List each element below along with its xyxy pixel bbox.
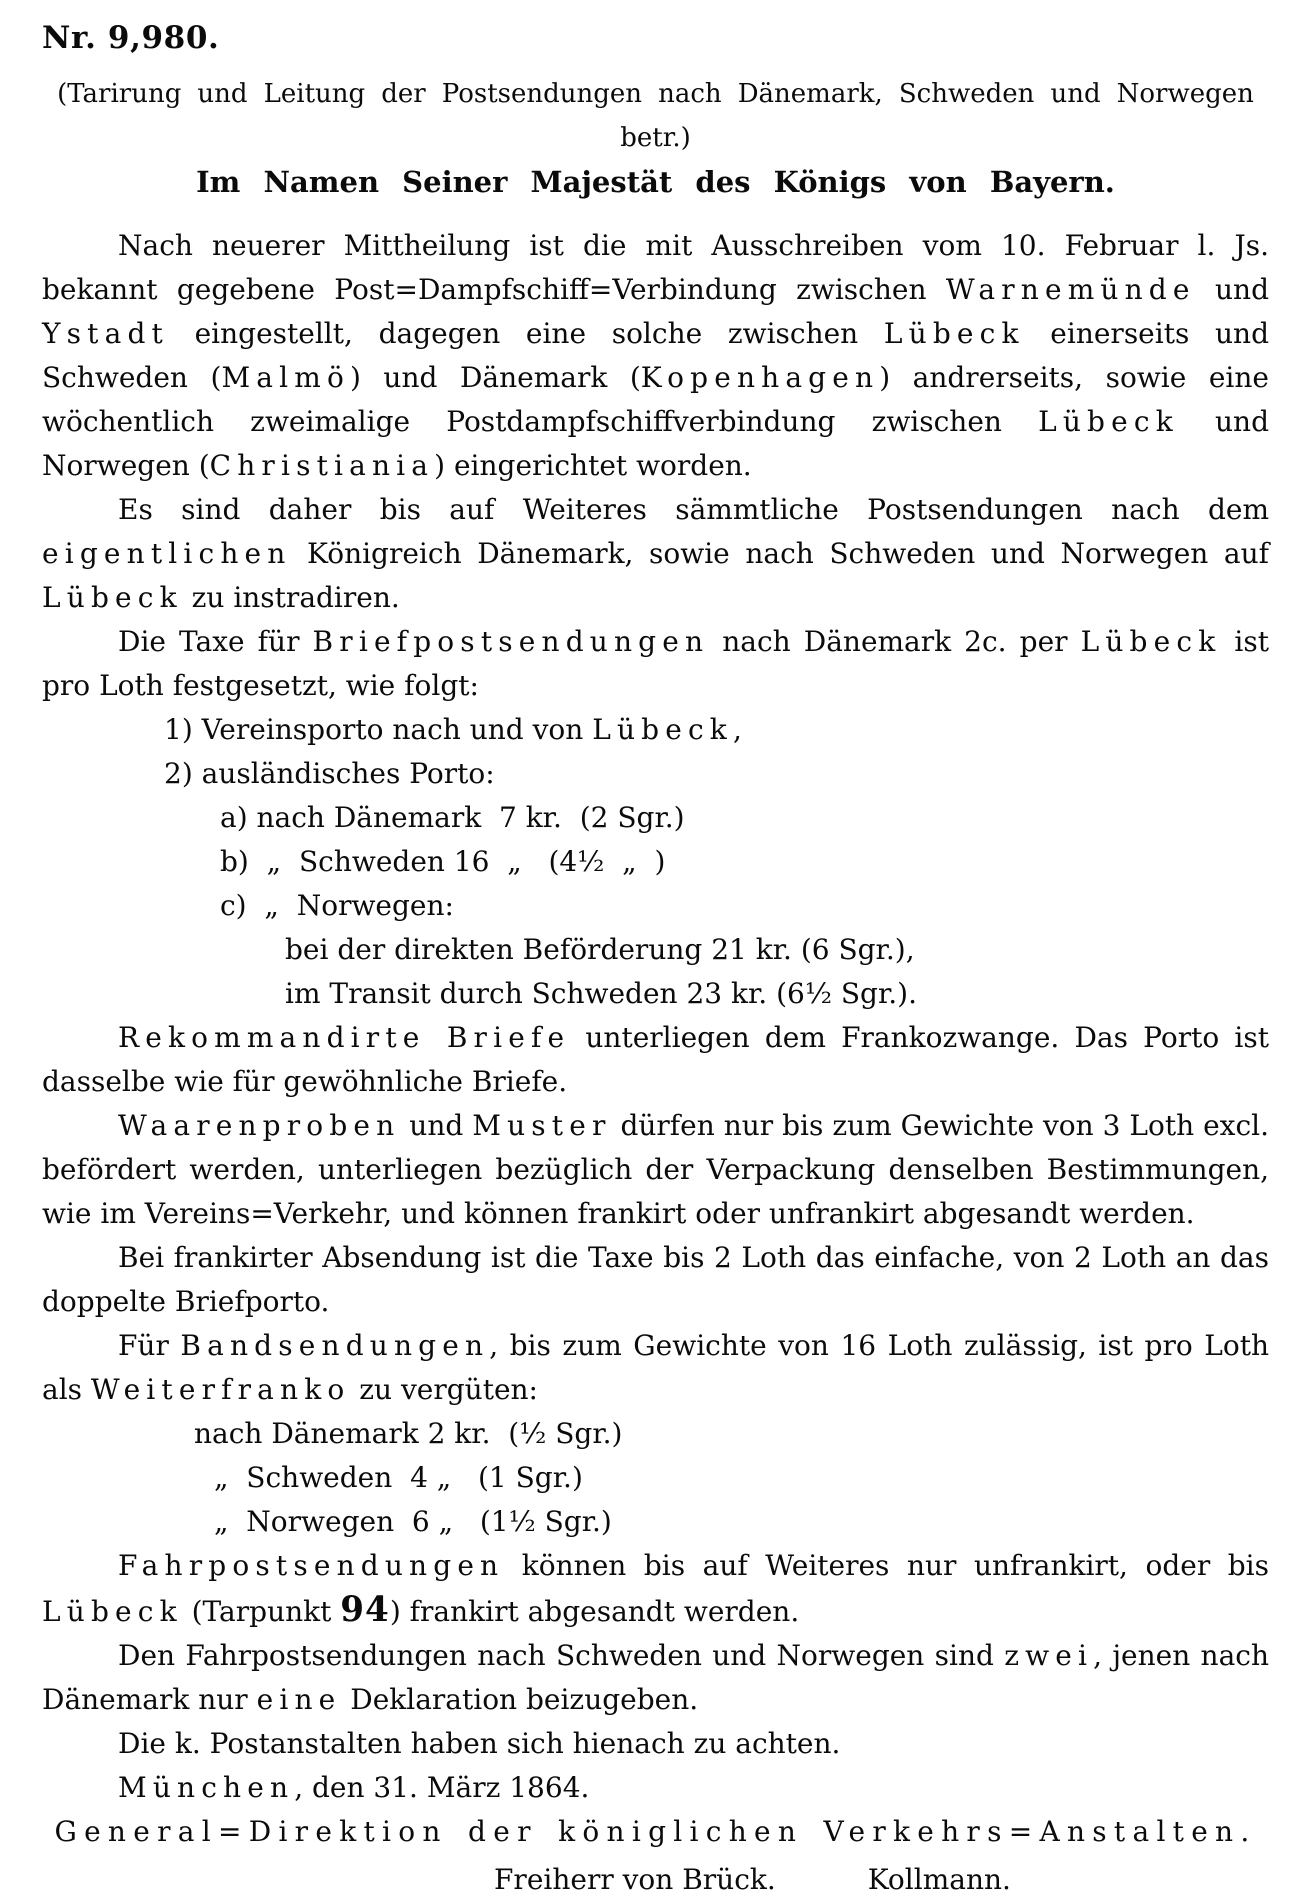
text-segment: Es sind daher bis auf Weiteres sämmtliche Postsendungen nach dem <box>118 493 1269 526</box>
emphasized-text: Muster <box>472 1109 612 1142</box>
text-segment: Den Fahrpostsendungen nach Schweden und Norwegen sind <box>118 1639 1005 1672</box>
text-segment: c) „ Norwegen: <box>220 889 454 922</box>
text-segment: Für <box>118 1329 181 1362</box>
emphasized-text: Briefpostsendungen <box>312 625 710 658</box>
text-segment: a) nach Dänemark 7 kr. (2 Sgr.) <box>220 801 685 834</box>
text-segment: , jenen nach Dänemark nur <box>42 1639 1269 1716</box>
emphasized-text: Fahrpostsendungen <box>118 1549 505 1582</box>
text-segment: unterliegen dem Frankozwange. Das Porto ist dasselbe wie für gewöhnliche Briefe. <box>42 1021 1269 1098</box>
emphasized-text: Bandsendungen <box>180 1329 490 1362</box>
text-segment: Königreich Dänemark, sowie nach Schweden und Norwegen auf <box>291 537 1269 570</box>
paragraph-fahrpostsendungen <box>42 1544 1269 1634</box>
text-segment: ist pro Loth festgesetzt, wie folgt: <box>42 625 1269 702</box>
text-segment: einerseits und Schweden ( <box>42 317 1269 394</box>
signature-office-line <box>42 1810 1269 1854</box>
text-segment: und <box>400 1109 473 1142</box>
emphasized-text: München <box>118 1771 295 1804</box>
emphasized-text: Kopenhagen <box>640 361 880 394</box>
emphasized-text: eine <box>256 1683 342 1716</box>
list-item-vereinsporto <box>42 708 1269 752</box>
signature-name-left: Freiherr von Brück. <box>494 1863 776 1896</box>
paragraph-letter-rate-intro <box>42 620 1269 708</box>
paragraph-postanstalten <box>42 1722 1269 1766</box>
emphasized-text: Lübeck <box>592 713 733 746</box>
paragraph-routing-via-luebeck <box>42 488 1269 620</box>
text-segment: 1) Vereinsporto nach und von <box>164 713 593 746</box>
emphasized-text: Warnemünde <box>945 273 1196 306</box>
text-segment: und Norwegen ( <box>42 405 1269 482</box>
text-segment: dürfen nur bis zum Gewichte von 3 Loth excl. befördert werden, unterliegen bezüglich der Verpackung denselben Bestimmungen, wie im Vereins=Verkehr, und können frankirt oder unfrankirt abgesandt werden. <box>42 1109 1269 1230</box>
tariff-line-norwegen <box>42 884 1269 928</box>
text-segment: nach Dänemark 2c. per <box>709 625 1081 658</box>
emphasized-text: zwei <box>1004 1639 1094 1672</box>
band-tariff-schweden <box>42 1456 1269 1500</box>
emphasized-text: Waarenproben <box>118 1109 401 1142</box>
emphasized-text: Lübeck <box>42 581 183 614</box>
band-tariff-norwegen <box>42 1500 1269 1544</box>
text-segment: (Tarpunkt <box>182 1595 341 1628</box>
emphasized-text: eigentlichen <box>42 537 292 570</box>
text-segment: Die k. Postanstalten haben sich hienach zu achten. <box>118 1727 841 1760</box>
text-segment: , bis zum Gewichte von 16 Loth zulässig, ist pro Loth als <box>42 1329 1269 1406</box>
text-segment: b) „ Schweden 16 „ (4½ „ ) <box>220 845 666 878</box>
paragraph-frankirte-absendung <box>42 1236 1269 1324</box>
paragraph-waarenproben <box>42 1104 1269 1236</box>
text-segment: und <box>1195 273 1269 306</box>
text-segment: Nach neuerer Mittheilung ist die mit Ausschreiben vom 10. Februar l. Js. bekannt gegebene Post=Dampfschiff=Verbindung zwischen <box>42 229 1269 306</box>
subject-line: (Tarirung und Leitung der Postsendungen nach Dänemark, Schweden und Norwegen betr.) <box>57 79 1254 153</box>
doc-number: Nr. 9,980. <box>42 20 220 56</box>
emphasized-text: Lübeck <box>42 1595 183 1628</box>
text-segment: im Transit durch Schweden 23 kr. (6½ Sgr.). <box>285 977 918 1010</box>
text-segment: ) andrerseits, sowie eine wöchentlich zweimalige Postdampfschiffverbindung zwischen <box>42 361 1269 438</box>
text-segment: Deklaration beizugeben. <box>341 1683 699 1716</box>
band-tariff-daenemark <box>42 1412 1269 1456</box>
text-segment: , <box>732 713 742 746</box>
text-segment: General=Direktion der königlichen Verkehrs=Anstalten. <box>54 1815 1257 1848</box>
tariff-line-daenemark <box>42 796 1269 840</box>
emphasized-text: Lübeck <box>1080 625 1222 658</box>
text-segment: ) und Dänemark ( <box>349 361 641 394</box>
text-segment: 2) ausländisches Porto: <box>164 757 495 790</box>
signature-name-right: Kollmann. <box>867 1863 1011 1896</box>
text-segment: Die Taxe für <box>118 625 313 658</box>
emphasized-text: Rekommandirte Briefe <box>118 1021 571 1054</box>
emphasized-text: Christiania <box>209 449 435 482</box>
paragraph-deklarationen <box>42 1634 1269 1722</box>
tariff-line-schweden <box>42 840 1269 884</box>
text-segment: 94 <box>340 1590 390 1630</box>
emphasized-text: Weiterfranko <box>90 1373 351 1406</box>
tariff-line-norwegen-transit <box>42 972 1269 1016</box>
text-segment: nach Dänemark 2 kr. (½ Sgr.) <box>194 1417 623 1450</box>
document-body <box>42 224 1269 1902</box>
proclamation-heading: Im Namen Seiner Majestät des Königs von Bayern. <box>196 165 1115 199</box>
emphasized-text: Ystadt <box>42 317 169 350</box>
text-segment: ) frankirt abgesandt werden. <box>389 1595 800 1628</box>
text-segment: „ Schweden 4 „ (1 Sgr.) <box>214 1461 583 1494</box>
text-segment: , den 31. März 1864. <box>294 1771 590 1804</box>
list-item-auslaendisches-porto <box>42 752 1269 796</box>
paragraph-rekommandirte-briefe <box>42 1016 1269 1104</box>
text-segment: zu instradiren. <box>182 581 400 614</box>
text-segment: ) eingerichtet worden. <box>434 449 752 482</box>
emphasized-text: Malmö <box>221 361 350 394</box>
paragraph-steamship-connection <box>42 224 1269 488</box>
text-segment: zu vergüten: <box>350 1373 538 1406</box>
text-segment: bei der direkten Beförderung 21 kr. (6 Sgr.), <box>285 933 915 966</box>
text-segment: „ Norwegen 6 „ (1½ Sgr.) <box>214 1505 612 1538</box>
paragraph-bandsendungen-intro <box>42 1324 1269 1412</box>
text-segment: eingestellt, dagegen eine solche zwischen <box>168 317 884 350</box>
text-segment: können bis auf Weiteres nur unfrankirt, oder bis <box>504 1549 1269 1582</box>
paragraph-date-place <box>42 1766 1269 1810</box>
signature-row <box>42 1858 1269 1902</box>
text-segment: Bei frankirter Absendung ist die Taxe bis 2 Loth das einfache, von 2 Loth an das doppelte Briefporto. <box>42 1241 1269 1318</box>
tariff-line-norwegen-direkt <box>42 928 1269 972</box>
emphasized-text: Lübeck <box>1038 405 1179 438</box>
emphasized-text: Lübeck <box>883 317 1025 350</box>
